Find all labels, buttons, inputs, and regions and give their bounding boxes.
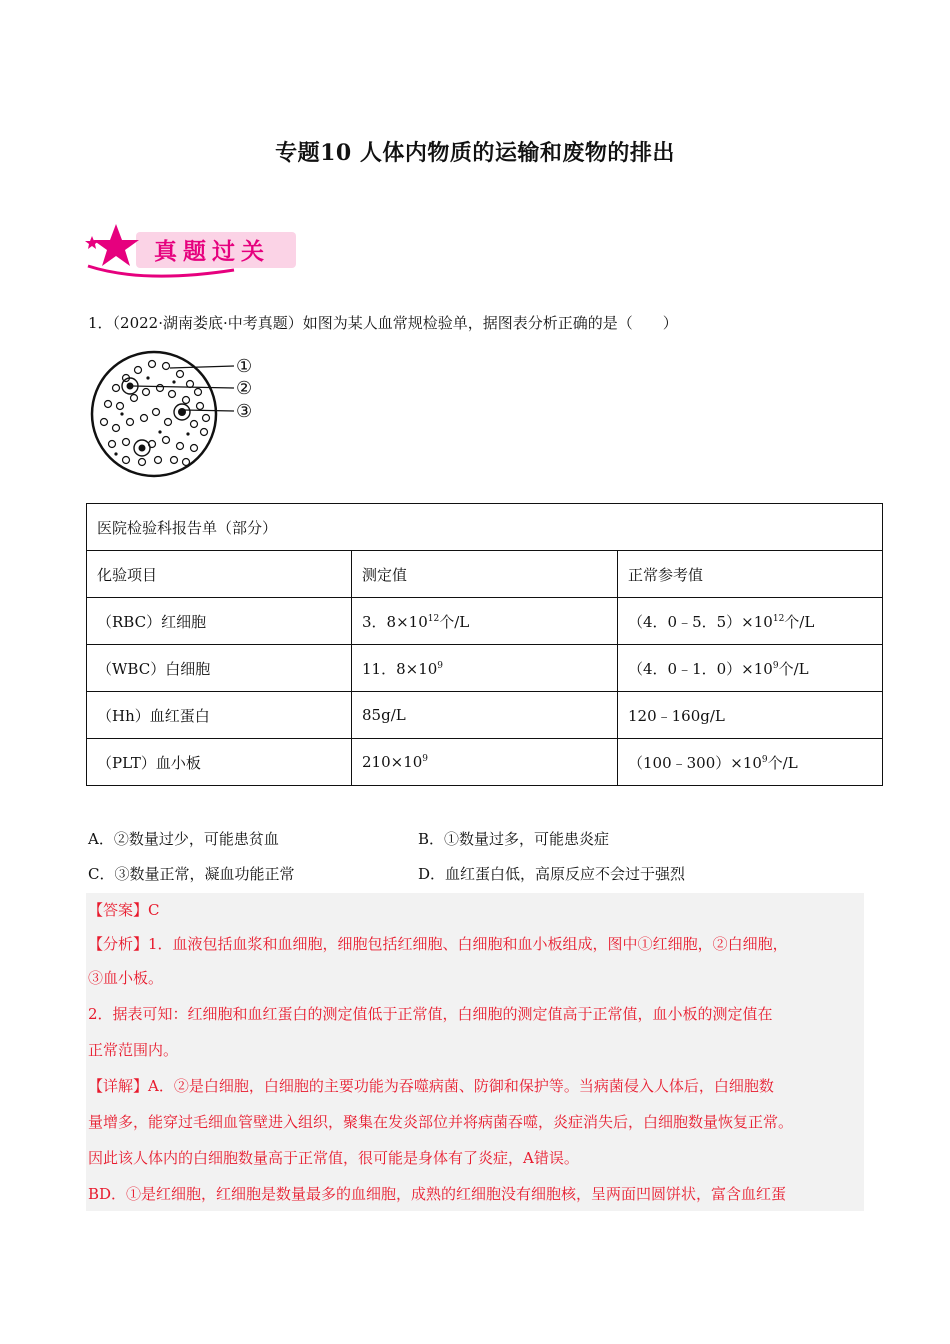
cell-item: （WBC）白细胞 [87, 645, 352, 692]
answer-value: C [148, 901, 160, 919]
table-row [87, 739, 883, 786]
detail-line-4: BD．①是红细胞，红细胞是数量最多的血细胞，成熟的红细胞没有细胞核，呈两面凹圆饼状，富含血红蛋 [88, 1185, 787, 1203]
table-row [87, 645, 883, 692]
section-badge [84, 222, 300, 278]
option-b[interactable]: B．①数量过多，可能患炎症 [418, 830, 610, 848]
marker-3: ③ [236, 401, 253, 422]
marker-2: ② [236, 378, 253, 399]
answer-analysis-block [86, 893, 864, 1211]
cell-reference: （4．0﹣5．$5)\times 10^{12}$个/L [618, 598, 883, 645]
cell-item: （RBC）红细胞 [87, 598, 352, 645]
cell-item: （PLT）血小板 [87, 739, 352, 786]
report-caption-row [87, 504, 883, 551]
smear-circle [92, 352, 216, 476]
question-stem [88, 312, 678, 333]
star-icon [93, 224, 139, 266]
cell-reference: 120﹣160g/L [618, 692, 883, 739]
cell-value: 11．$8\times 10^9$ [352, 645, 618, 692]
small-star-icon [85, 236, 99, 249]
table-row [87, 692, 883, 739]
blood-smear-figure [86, 348, 266, 480]
analysis-line-4: 正常范围内。 [88, 1041, 179, 1059]
option-a[interactable]: A．②数量过少，可能患贫血 [88, 830, 279, 848]
red-blood-cells [101, 361, 210, 466]
platelets [114, 376, 189, 455]
analysis-line-2: ③血小板。 [88, 969, 164, 987]
header-item: 化验项目 [87, 551, 352, 598]
question-text: （2022·湖南娄底·中考真题）如图为某人血常规检验单，据图表分析正确的是（ ） [112, 314, 678, 332]
option-d[interactable]: D．血红蛋白低，高原反应不会过于强烈 [418, 865, 686, 883]
cell-value: 85g/L [352, 692, 618, 739]
detail-line-3: 因此该人体内的白细胞数量高于正常值，很可能是身体有了炎症，A错误。 [88, 1149, 579, 1167]
lab-report-table [86, 503, 883, 786]
cell-item: （Hh）血红蛋白 [87, 692, 352, 739]
report-caption: 医院检验科报告单（部分） [87, 504, 883, 551]
header-value: 测定值 [352, 551, 618, 598]
question-number: 1． [88, 314, 113, 332]
report-header-row [87, 551, 883, 598]
option-c[interactable]: C．③数量正常，凝血功能正常 [88, 865, 295, 883]
detail-line-1: 【详解】A．②是白细胞，白细胞的主要功能为吞噬病菌、防御和保护等。当病菌侵入人体后，白细胞数 [88, 1077, 774, 1095]
answer-line: 【答案】C [88, 901, 160, 919]
badge-text: 真题过关 [154, 239, 270, 265]
cell-value: $210\times 10^9$ [352, 739, 618, 786]
cell-value: 3．$8\times 10^{12}$个/L [352, 598, 618, 645]
page-title: 专题10 人体内物质的运输和废物的排出 [275, 140, 675, 166]
header-reference: 正常参考值 [618, 551, 883, 598]
table-row [87, 598, 883, 645]
analysis-line-3: 2．据表可知：红细胞和血红蛋白的测定值低于正常值，白细胞的测定值高于正常值，血小板的测定值在 [88, 1005, 773, 1023]
cell-reference: $(100﹣300)\times 10^9$个/L [618, 739, 883, 786]
marker-1: ① [236, 356, 253, 377]
detail-line-2: 量增多，能穿过毛细血管壁进入组织，聚集在发炎部位并将病菌吞噬，炎症消失后，白细胞数量恢复正常。 [88, 1113, 794, 1131]
analysis-line-1: 【分析】1．血液包括血浆和血细胞，细胞包括红细胞、白细胞和血小板组成，图中①红细胞，②白细胞， [88, 935, 788, 953]
cell-reference: （4．0﹣1．$0)\times 10^9$个/L [618, 645, 883, 692]
